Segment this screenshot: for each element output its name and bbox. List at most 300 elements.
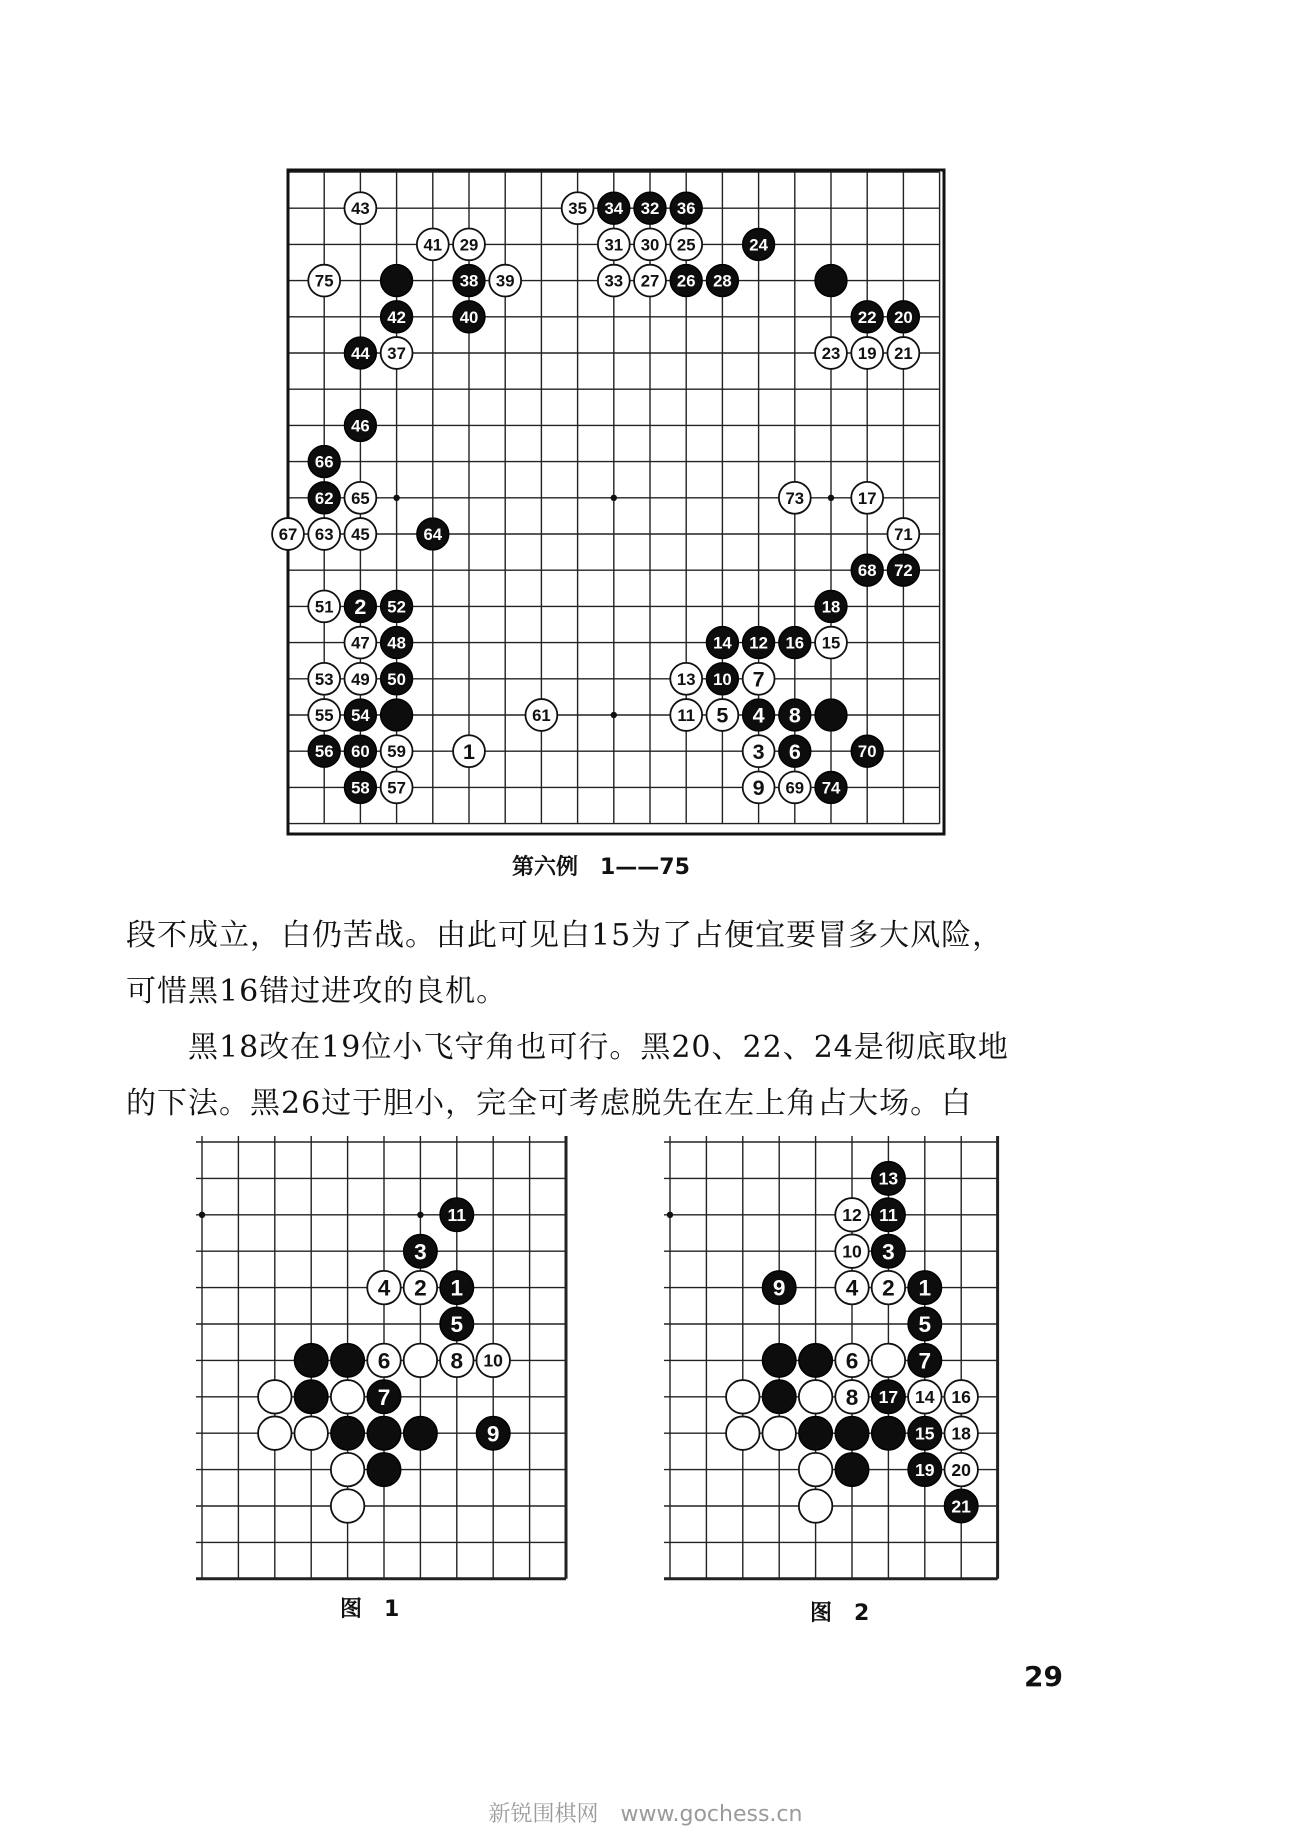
stone-move-number: 6 <box>845 1348 859 1374</box>
main-stone-white-59 <box>381 735 413 767</box>
fig2-stone-black <box>799 1416 832 1449</box>
stone-disc <box>331 1453 364 1486</box>
main-stone-white-21 <box>887 337 919 369</box>
fig1-stone-black-9 <box>476 1416 509 1449</box>
text-line-1: 段不成立，白仍苦战。由此可见白15为了占便宜要冒多大风险， <box>126 918 1004 953</box>
stone-disc <box>404 1344 437 1377</box>
stone-move-number: 1 <box>450 1275 464 1301</box>
stone-move-number: 19 <box>915 1459 935 1480</box>
stone-move-number: 12 <box>749 633 768 653</box>
main-stone-white-1 <box>453 735 485 767</box>
fig2-stone-black-17 <box>872 1380 905 1413</box>
stone-disc <box>799 1416 832 1449</box>
main-stone-black-32 <box>634 192 666 224</box>
fig2-stone-black-3 <box>872 1234 905 1267</box>
fig2-stone-white <box>762 1416 795 1449</box>
stone-move-number: 26 <box>676 271 696 291</box>
fig2-stone-white-10 <box>835 1234 868 1267</box>
fig2-stone-white <box>872 1344 905 1377</box>
main-stone-white-51 <box>308 590 340 622</box>
main-stone-black-6 <box>779 735 811 767</box>
main-stone-black-50 <box>381 663 413 695</box>
main-star-point <box>611 712 617 718</box>
fig1-stone-black-7 <box>367 1380 400 1413</box>
stone-move-number: 38 <box>459 271 479 291</box>
stone-move-number: 17 <box>878 1387 899 1408</box>
main-stone-white-33 <box>598 265 630 297</box>
stone-move-number: 56 <box>314 742 334 762</box>
main-stone-black-20 <box>887 301 919 333</box>
main-stone-white-15 <box>815 627 847 659</box>
fig2-stone-black <box>762 1380 795 1413</box>
main-stone-white-61 <box>525 699 557 731</box>
stone-move-number: 70 <box>857 742 877 762</box>
text-line-3: 黑18改在19位小飞守角也可行。黑20、22、24是彻底取地 <box>126 1030 1009 1065</box>
main-stone-white-29 <box>453 228 485 260</box>
stone-move-number: 11 <box>447 1205 467 1226</box>
figure-2-go-diagram <box>664 1136 1020 1560</box>
stone-move-number: 62 <box>314 488 334 508</box>
main-stone-white-71 <box>887 518 919 550</box>
main-stone-black-36 <box>670 192 702 224</box>
stone-disc <box>331 1344 364 1377</box>
main-stone-black-24 <box>743 228 775 260</box>
fig2-stone-black-9 <box>762 1271 795 1304</box>
stone-disc <box>294 1416 327 1449</box>
stone-move-number: 44 <box>351 344 370 364</box>
main-stone-white-19 <box>851 337 883 369</box>
fig2-stone-black <box>762 1344 795 1377</box>
figure-1-caption: 图 1 <box>340 1597 400 1622</box>
stone-disc <box>799 1489 832 1522</box>
fig1-stone-white <box>331 1380 364 1413</box>
main-stone-white-45 <box>344 518 376 550</box>
stone-move-number: 23 <box>821 344 841 364</box>
fig1-stone-black-3 <box>404 1234 437 1267</box>
main-stone-white-31 <box>598 228 630 260</box>
stone-move-number: 43 <box>351 199 370 219</box>
stone-move-number: 11 <box>677 706 696 726</box>
stone-move-number: 30 <box>640 235 660 255</box>
stone-move-number: 24 <box>749 235 768 255</box>
stone-disc <box>799 1453 832 1486</box>
stone-move-number: 67 <box>278 525 298 545</box>
fig1-star-point <box>417 1212 423 1218</box>
main-stone-white-69 <box>779 771 811 803</box>
fig1-stone-black-11 <box>440 1198 473 1231</box>
stone-move-number: 22 <box>857 307 877 327</box>
stone-disc <box>381 699 413 731</box>
fig2-stone-white <box>726 1380 759 1413</box>
stone-disc <box>404 1416 437 1449</box>
main-stone-white-13 <box>670 663 702 695</box>
stone-move-number: 3 <box>882 1239 895 1265</box>
stone-move-number: 17 <box>857 488 877 508</box>
main-star-point <box>611 495 617 501</box>
stone-move-number: 34 <box>604 199 624 219</box>
fig1-stone-black <box>294 1380 327 1413</box>
stone-disc <box>872 1344 905 1377</box>
figure-2-board-svg <box>664 1136 1020 1560</box>
main-stone-black-10 <box>706 663 738 695</box>
main-stone-black-12 <box>743 627 775 659</box>
stone-move-number: 5 <box>918 1312 932 1338</box>
main-stone-black-42 <box>381 301 413 333</box>
main-stone-white-3 <box>743 735 775 767</box>
main-stone-white-63 <box>308 518 340 550</box>
main-stone-black-54 <box>344 699 376 731</box>
fig2-stone-black <box>835 1416 868 1449</box>
stone-move-number: 63 <box>314 525 334 545</box>
main-stone-white-65 <box>344 482 376 514</box>
stone-move-number: 18 <box>951 1423 971 1444</box>
main-stone-black-28 <box>706 265 738 297</box>
fig2-stone-white-4 <box>835 1271 868 1304</box>
stone-move-number: 19 <box>857 344 877 364</box>
main-stone-white-23 <box>815 337 847 369</box>
main-stone-black-16 <box>779 627 811 659</box>
stone-move-number: 53 <box>314 669 334 689</box>
main-stone-white-11 <box>670 699 702 731</box>
stone-disc <box>815 699 847 731</box>
fig1-stone-black-1 <box>440 1271 473 1304</box>
stone-move-number: 45 <box>351 525 370 545</box>
stone-move-number: 7 <box>752 667 765 692</box>
main-stone-black-4 <box>743 699 775 731</box>
stone-move-number: 41 <box>423 235 443 255</box>
fig1-stone-black <box>331 1344 364 1377</box>
fig1-stone-white-8 <box>440 1344 473 1377</box>
stone-move-number: 28 <box>713 271 732 291</box>
main-stone-black-60 <box>344 735 376 767</box>
fig1-stone-white <box>331 1453 364 1486</box>
main-stone-white-9 <box>743 771 775 803</box>
stone-move-number: 57 <box>387 778 406 798</box>
main-stone-black-62 <box>308 482 340 514</box>
main-diagram-caption: 第六例 1——75 <box>512 855 690 880</box>
fig2-stone-white-16 <box>944 1380 977 1413</box>
stone-move-number: 68 <box>857 561 877 581</box>
fig2-stone-black-15 <box>908 1416 941 1449</box>
fig1-stone-black <box>404 1416 437 1449</box>
main-stone-black-8 <box>779 699 811 731</box>
stone-move-number: 61 <box>532 706 551 726</box>
fig2-stone-white <box>799 1380 832 1413</box>
fig2-stone-black-11 <box>872 1198 905 1231</box>
stone-move-number: 9 <box>752 776 765 801</box>
stone-move-number: 66 <box>314 452 334 472</box>
stone-move-number: 8 <box>788 703 801 728</box>
stone-move-number: 15 <box>821 633 841 653</box>
stone-move-number: 52 <box>387 597 406 617</box>
stone-move-number: 10 <box>842 1241 862 1262</box>
figure-1-go-diagram <box>196 1136 552 1560</box>
stone-move-number: 12 <box>842 1205 862 1226</box>
fig2-stone-white-6 <box>835 1344 868 1377</box>
stone-move-number: 4 <box>377 1275 391 1301</box>
stone-move-number: 25 <box>676 235 696 255</box>
stone-move-number: 8 <box>845 1384 859 1410</box>
main-stone-white-49 <box>344 663 376 695</box>
stone-move-number: 65 <box>351 488 370 508</box>
stone-disc <box>762 1416 795 1449</box>
main-stone-black-18 <box>815 590 847 622</box>
stone-move-number: 16 <box>785 633 805 653</box>
main-stone-white-47 <box>344 627 376 659</box>
stone-move-number: 10 <box>713 669 732 689</box>
stone-move-number: 10 <box>483 1350 503 1371</box>
stone-move-number: 37 <box>387 344 406 364</box>
stone-move-number: 21 <box>894 344 913 364</box>
fig2-stone-white-14 <box>908 1380 941 1413</box>
stone-disc <box>258 1380 291 1413</box>
fig1-stone-white-10 <box>476 1344 509 1377</box>
stone-disc <box>726 1380 759 1413</box>
main-stone-black-22 <box>851 301 883 333</box>
main-stone-white-73 <box>779 482 811 514</box>
fig2-stone-white <box>799 1489 832 1522</box>
main-stone-white-37 <box>381 337 413 369</box>
main-stone-black-58 <box>344 771 376 803</box>
stone-move-number: 4 <box>752 703 765 728</box>
main-stone-black-72 <box>887 554 919 586</box>
fig2-stone-black-19 <box>908 1453 941 1486</box>
stone-move-number: 32 <box>640 199 660 219</box>
stone-move-number: 64 <box>423 525 443 545</box>
stone-move-number: 6 <box>377 1348 391 1374</box>
fig2-stone-white-20 <box>944 1453 977 1486</box>
fig2-stone-black-1 <box>908 1271 941 1304</box>
stone-disc <box>762 1380 795 1413</box>
main-stone-black-44 <box>344 337 376 369</box>
stone-disc <box>799 1380 832 1413</box>
fig1-stone-black <box>367 1453 400 1486</box>
fig2-stone-black <box>835 1453 868 1486</box>
stone-move-number: 8 <box>450 1348 464 1374</box>
stone-disc <box>815 265 847 297</box>
main-stone-white-25 <box>670 228 702 260</box>
fig1-stone-white-6 <box>367 1344 400 1377</box>
stone-disc <box>331 1380 364 1413</box>
fig2-stone-white-8 <box>835 1380 868 1413</box>
stone-move-number: 1 <box>463 739 475 764</box>
main-stone-black-26 <box>670 265 702 297</box>
main-stone-black-68 <box>851 554 883 586</box>
main-stone-black-38 <box>453 265 485 297</box>
stone-move-number: 4 <box>845 1275 859 1301</box>
main-stone-black-40 <box>453 301 485 333</box>
main-stone-white-55 <box>308 699 340 731</box>
main-stone-black-14 <box>706 627 738 659</box>
main-stone-white-43 <box>344 192 376 224</box>
main-stone-black-56 <box>308 735 340 767</box>
stone-move-number: 35 <box>568 199 587 219</box>
main-stone-white-35 <box>562 192 594 224</box>
fig2-stone-black-5 <box>908 1307 941 1340</box>
stone-disc <box>726 1416 759 1449</box>
fig1-stone-black <box>367 1416 400 1449</box>
fig2-stone-white-2 <box>872 1271 905 1304</box>
stone-move-number: 72 <box>894 561 913 581</box>
text-line-2: 可惜黑16错过进攻的良机。 <box>126 974 508 1009</box>
page-number: 29 <box>1024 1660 1063 1693</box>
main-stone-black <box>381 699 413 731</box>
figure-1-board-svg <box>196 1136 552 1560</box>
stone-move-number: 33 <box>604 271 624 291</box>
main-stone-black-2 <box>344 590 376 622</box>
fig1-stone-white-4 <box>367 1271 400 1304</box>
fig2-stone-black-7 <box>908 1344 941 1377</box>
stone-move-number: 20 <box>951 1459 971 1480</box>
stone-move-number: 2 <box>354 595 367 620</box>
stone-move-number: 51 <box>314 597 334 617</box>
main-go-diagram <box>278 168 946 836</box>
stone-move-number: 40 <box>459 307 479 327</box>
fig1-stone-white <box>404 1344 437 1377</box>
stone-move-number: 9 <box>772 1275 786 1301</box>
stone-move-number: 2 <box>414 1275 427 1301</box>
fig1-star-point <box>199 1212 205 1218</box>
stone-move-number: 13 <box>878 1168 899 1189</box>
stone-move-number: 7 <box>377 1384 391 1410</box>
stone-move-number: 27 <box>640 271 660 291</box>
fig2-stone-white-12 <box>835 1198 868 1231</box>
stone-move-number: 50 <box>387 669 406 689</box>
stone-move-number: 47 <box>351 633 370 653</box>
stone-move-number: 75 <box>314 271 334 291</box>
main-stone-black-48 <box>381 627 413 659</box>
stone-disc <box>381 265 413 297</box>
main-stone-white-39 <box>489 265 521 297</box>
fig2-star-point <box>667 1212 673 1218</box>
stone-move-number: 69 <box>785 778 805 798</box>
fig2-stone-black <box>799 1344 832 1377</box>
stone-disc <box>367 1453 400 1486</box>
main-stone-white-5 <box>706 699 738 731</box>
stone-move-number: 46 <box>351 416 370 436</box>
main-stone-black <box>815 265 847 297</box>
stone-disc <box>294 1380 327 1413</box>
main-stone-black <box>815 699 847 731</box>
stone-move-number: 54 <box>351 706 370 726</box>
main-stone-black-34 <box>598 192 630 224</box>
fig2-stone-black <box>872 1416 905 1449</box>
fig2-stone-white <box>799 1453 832 1486</box>
stone-move-number: 49 <box>351 669 370 689</box>
stone-move-number: 73 <box>785 488 805 508</box>
main-stone-black <box>381 265 413 297</box>
fig1-stone-white-2 <box>404 1271 437 1304</box>
stone-disc <box>872 1416 905 1449</box>
main-stone-white-17 <box>851 482 883 514</box>
stone-disc <box>835 1416 868 1449</box>
stone-move-number: 11 <box>879 1205 898 1226</box>
stone-move-number: 59 <box>387 742 406 762</box>
fig2-stone-white-18 <box>944 1416 977 1449</box>
fig1-stone-white <box>258 1380 291 1413</box>
stone-move-number: 31 <box>604 235 624 255</box>
stone-move-number: 14 <box>713 633 732 653</box>
main-star-point <box>393 495 399 501</box>
stone-move-number: 21 <box>951 1496 971 1517</box>
fig1-stone-black <box>331 1416 364 1449</box>
stone-move-number: 55 <box>314 706 334 726</box>
stone-move-number: 29 <box>459 235 479 255</box>
stone-move-number: 36 <box>676 199 696 219</box>
stone-disc <box>799 1344 832 1377</box>
stone-move-number: 3 <box>752 739 765 764</box>
stone-move-number: 2 <box>882 1275 895 1301</box>
stone-move-number: 14 <box>915 1387 935 1408</box>
stone-move-number: 5 <box>450 1312 464 1338</box>
stone-move-number: 16 <box>951 1387 971 1408</box>
fig1-stone-white <box>331 1489 364 1522</box>
main-stone-white-53 <box>308 663 340 695</box>
stone-move-number: 9 <box>486 1421 500 1447</box>
stone-move-number: 1 <box>918 1275 932 1301</box>
main-stone-white-41 <box>417 228 449 260</box>
watermark: 新锐围棋网 www.gochess.cn <box>488 1802 803 1827</box>
stone-disc <box>331 1416 364 1449</box>
main-stone-white-57 <box>381 771 413 803</box>
main-stone-black-74 <box>815 771 847 803</box>
stone-move-number: 6 <box>788 739 801 764</box>
stone-move-number: 18 <box>821 597 841 617</box>
main-stone-black-64 <box>417 518 449 550</box>
stone-move-number: 58 <box>351 778 370 798</box>
stone-disc <box>331 1489 364 1522</box>
stone-move-number: 60 <box>351 742 370 762</box>
main-stone-black-70 <box>851 735 883 767</box>
stone-move-number: 48 <box>387 633 406 653</box>
text-line-4: 的下法。黑26过于胆小，完全可考虑脱先在左上角占大场。白 <box>126 1086 973 1121</box>
fig1-stone-white <box>294 1416 327 1449</box>
stone-move-number: 5 <box>716 703 729 728</box>
stone-disc <box>258 1416 291 1449</box>
main-stone-black-46 <box>344 409 376 441</box>
figure-2-caption: 图 2 <box>810 1601 870 1626</box>
main-stone-black-52 <box>381 590 413 622</box>
fig1-stone-white <box>258 1416 291 1449</box>
stone-move-number: 3 <box>414 1239 427 1265</box>
stone-move-number: 39 <box>495 271 515 291</box>
stone-move-number: 71 <box>894 525 913 545</box>
fig1-stone-black-5 <box>440 1307 473 1340</box>
stone-move-number: 13 <box>676 669 696 689</box>
main-stone-white-7 <box>743 663 775 695</box>
main-stone-white-30 <box>634 228 666 260</box>
stone-move-number: 7 <box>918 1348 932 1374</box>
main-star-point <box>828 495 834 501</box>
stone-disc <box>294 1344 327 1377</box>
main-board-svg <box>278 168 946 836</box>
fig2-stone-black-13 <box>872 1162 905 1195</box>
stone-move-number: 42 <box>387 307 406 327</box>
main-stone-white-67 <box>272 518 304 550</box>
stone-move-number: 74 <box>821 778 841 798</box>
main-stone-white-75 <box>308 265 340 297</box>
stone-move-number: 15 <box>915 1423 935 1444</box>
stone-disc <box>367 1416 400 1449</box>
stone-disc <box>835 1453 868 1486</box>
fig2-stone-black-21 <box>944 1489 977 1522</box>
fig2-stone-white <box>726 1416 759 1449</box>
stone-move-number: 20 <box>894 307 913 327</box>
fig1-stone-black <box>294 1344 327 1377</box>
stone-disc <box>762 1344 795 1377</box>
main-stone-black-66 <box>308 446 340 478</box>
main-stone-white-27 <box>634 265 666 297</box>
